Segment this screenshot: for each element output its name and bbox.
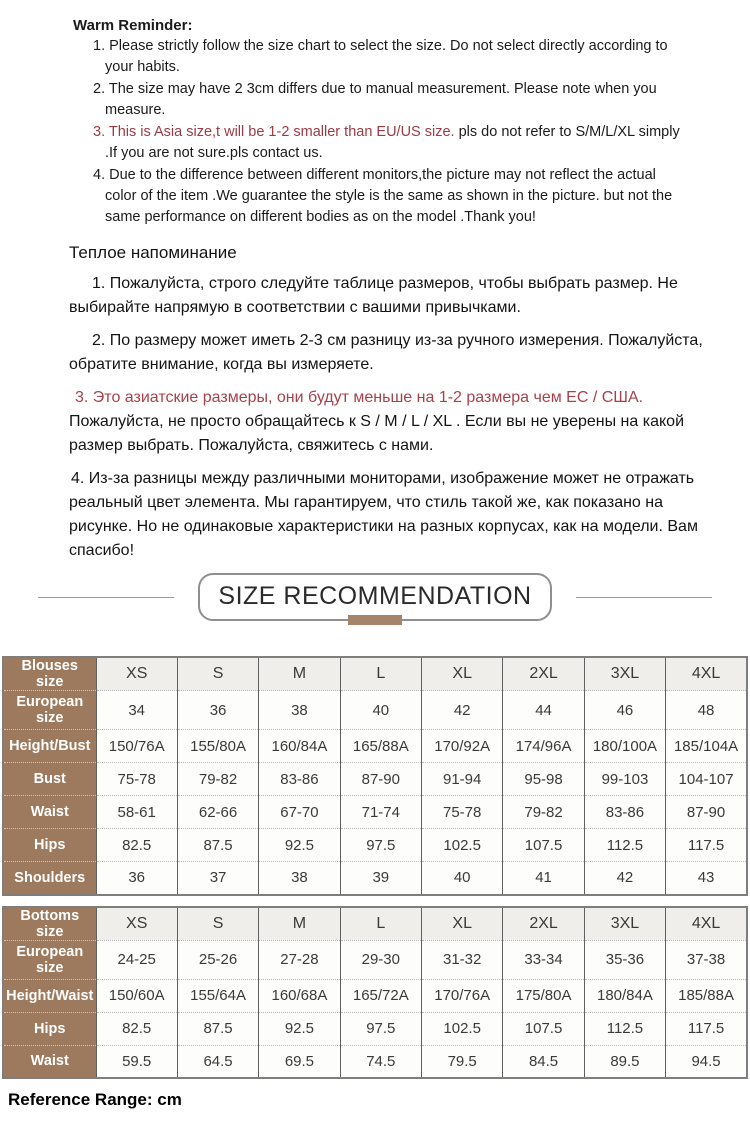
item-number: 4. xyxy=(93,167,106,183)
reminder-item-1 xyxy=(73,36,686,78)
table-row xyxy=(3,796,747,829)
banner-tab xyxy=(348,615,402,625)
item-number: 3. xyxy=(93,124,106,140)
size-cell: 185/88A xyxy=(666,979,747,1012)
reminder-item-3 xyxy=(73,122,686,164)
size-cell: 87.5 xyxy=(177,829,258,862)
size-cell: 64.5 xyxy=(177,1045,258,1078)
table-row xyxy=(3,979,747,1012)
size-cell: 160/68A xyxy=(259,979,340,1012)
item-text: Пожалуйста, не просто обращайтесь к S / M / L / XL . Если вы не уверены на какой размер выбрать. Пожалуйста, свяжитесь с нами. xyxy=(69,413,684,454)
size-cell: 34 xyxy=(96,691,177,730)
size-cell: 95-98 xyxy=(503,763,584,796)
row-label: European size xyxy=(3,691,96,730)
size-cell: 160/84A xyxy=(259,730,340,763)
size-cell: S xyxy=(177,907,258,941)
size-cell: M xyxy=(259,907,340,941)
size-cell: 2XL xyxy=(503,657,584,691)
item-text-red: This is Asia size,t will be 1-2 smaller than EU/US size. xyxy=(108,124,455,140)
size-cell: 79-82 xyxy=(177,763,258,796)
divider-line-right xyxy=(576,597,712,598)
size-cell: 97.5 xyxy=(340,829,421,862)
item-text: pls do not refer to S/M/L/XL simply .If you are not sure.pls contact us. xyxy=(105,124,680,161)
size-cell: 112.5 xyxy=(584,829,665,862)
size-cell: L xyxy=(340,907,421,941)
size-cell: 165/88A xyxy=(340,730,421,763)
size-cell: M xyxy=(259,657,340,691)
size-cell: S xyxy=(177,657,258,691)
size-cell: 79-82 xyxy=(503,796,584,829)
size-cell: XL xyxy=(422,657,503,691)
reminder-item-2 xyxy=(73,79,686,121)
size-tables xyxy=(2,656,748,1079)
reminder-item-4 xyxy=(73,165,686,228)
size-cell: 117.5 xyxy=(666,829,747,862)
size-cell: 83-86 xyxy=(584,796,665,829)
size-cell: 112.5 xyxy=(584,1012,665,1045)
item-text: Due to the difference between different monitors,the picture may not reflect the actual color of the item .We guarantee the style is the same as shown in the picture. but not the same performance on different bodies as on the model .Thank you! xyxy=(105,167,673,225)
size-cell: 38 xyxy=(259,691,340,730)
size-cell: 3XL xyxy=(584,907,665,941)
table-row xyxy=(3,862,747,895)
size-cell: 83-86 xyxy=(259,763,340,796)
size-cell: 71-74 xyxy=(340,796,421,829)
table-row xyxy=(3,1012,747,1045)
size-cell: 37 xyxy=(177,862,258,895)
size-cell: 42 xyxy=(422,691,503,730)
size-cell: 180/84A xyxy=(584,979,665,1012)
size-cell: 4XL xyxy=(666,657,747,691)
size-cell: 82.5 xyxy=(96,1012,177,1045)
size-cell: 41 xyxy=(503,862,584,895)
size-cell: 87-90 xyxy=(666,796,747,829)
size-cell: L xyxy=(340,657,421,691)
size-cell: 170/76A xyxy=(422,979,503,1012)
blouses-size-table xyxy=(2,656,748,896)
row-label: Height/Bust xyxy=(3,730,96,763)
item-text-red: 3. Это азиатские размеры, они будут меньше на 1-2 размера чем ЕС / США. xyxy=(75,389,644,406)
size-cell: 3XL xyxy=(584,657,665,691)
row-label: European size xyxy=(3,940,96,979)
size-cell: 117.5 xyxy=(666,1012,747,1045)
size-cell: 31-32 xyxy=(422,940,503,979)
size-cell: 62-66 xyxy=(177,796,258,829)
row-label: Hips xyxy=(3,829,96,862)
row-label: Hips xyxy=(3,1012,96,1045)
ru-reminder-item-3 xyxy=(69,386,710,458)
size-cell: 4XL xyxy=(666,907,747,941)
table-row xyxy=(3,1045,747,1078)
size-cell: 40 xyxy=(422,862,503,895)
size-cell: 87-90 xyxy=(340,763,421,796)
size-cell: 82.5 xyxy=(96,829,177,862)
size-cell: 102.5 xyxy=(422,1012,503,1045)
size-cell: 155/80A xyxy=(177,730,258,763)
size-cell: 91-94 xyxy=(422,763,503,796)
size-cell: 97.5 xyxy=(340,1012,421,1045)
size-cell: 2XL xyxy=(503,907,584,941)
size-cell: 75-78 xyxy=(422,796,503,829)
size-cell: 84.5 xyxy=(503,1045,584,1078)
size-cell: 39 xyxy=(340,862,421,895)
size-recommendation-title-box xyxy=(198,573,551,621)
size-cell: 165/72A xyxy=(340,979,421,1012)
divider-line-left xyxy=(38,597,174,598)
size-cell: 104-107 xyxy=(666,763,747,796)
size-cell: 44 xyxy=(503,691,584,730)
size-cell: 29-30 xyxy=(340,940,421,979)
row-label: Shoulders xyxy=(3,862,96,895)
size-cell: 24-25 xyxy=(96,940,177,979)
size-cell: 25-26 xyxy=(177,940,258,979)
size-cell: 36 xyxy=(96,862,177,895)
size-cell: 33-34 xyxy=(503,940,584,979)
table-row xyxy=(3,763,747,796)
size-cell: 92.5 xyxy=(259,829,340,862)
size-cell: 43 xyxy=(666,862,747,895)
size-cell: 87.5 xyxy=(177,1012,258,1045)
table-row xyxy=(3,907,747,941)
size-cell: 107.5 xyxy=(503,829,584,862)
reference-range-note: Reference Range: cm xyxy=(8,1090,182,1109)
size-cell: 102.5 xyxy=(422,829,503,862)
size-cell: 36 xyxy=(177,691,258,730)
size-cell: 58-61 xyxy=(96,796,177,829)
ru-reminder-title: Теплое напоминание xyxy=(69,243,237,262)
size-cell: 46 xyxy=(584,691,665,730)
size-cell: 35-36 xyxy=(584,940,665,979)
item-text: Please strictly follow the size chart to select the size. Do not select directly according to your habits. xyxy=(105,38,668,75)
size-cell: 48 xyxy=(666,691,747,730)
size-cell: 59.5 xyxy=(96,1045,177,1078)
size-cell: 75-78 xyxy=(96,763,177,796)
size-cell: 155/64A xyxy=(177,979,258,1012)
size-cell: 99-103 xyxy=(584,763,665,796)
item-number: 1. xyxy=(93,38,106,54)
table-row xyxy=(3,829,747,862)
item-text: The size may have 2 3cm differs due to manual measurement. Please note when you measure. xyxy=(105,81,657,118)
row-label: Bust xyxy=(3,763,96,796)
size-cell: 27-28 xyxy=(259,940,340,979)
item-number: 2. xyxy=(93,81,106,97)
table-row xyxy=(3,657,747,691)
size-cell: 170/92A xyxy=(422,730,503,763)
row-label: Waist xyxy=(3,1045,96,1078)
size-cell: 42 xyxy=(584,862,665,895)
size-cell: 69.5 xyxy=(259,1045,340,1078)
ru-reminder-section xyxy=(0,241,750,563)
size-cell: 94.5 xyxy=(666,1045,747,1078)
size-cell: XS xyxy=(96,657,177,691)
size-cell: 150/60A xyxy=(96,979,177,1012)
size-cell: 174/96A xyxy=(503,730,584,763)
size-cell: XS xyxy=(96,907,177,941)
size-cell: 74.5 xyxy=(340,1045,421,1078)
size-cell: 92.5 xyxy=(259,1012,340,1045)
ru-reminder-item-4: 4. Из-за разницы между различными мониторами, изображение может не отражать реальный цвет элемента. Мы гарантируем, что стиль такой же, как показано на рисунке. Но не одинаковые характеристики на разных корпусах, как на модели. Вам спасибо! xyxy=(69,470,698,559)
size-cell: 150/76A xyxy=(96,730,177,763)
warm-reminder-title: Warm Reminder: xyxy=(73,17,193,34)
size-cell: 37-38 xyxy=(666,940,747,979)
size-cell: 67-70 xyxy=(259,796,340,829)
size-cell: 89.5 xyxy=(584,1045,665,1078)
size-cell: XL xyxy=(422,907,503,941)
size-cell: 107.5 xyxy=(503,1012,584,1045)
row-label: Bottoms size xyxy=(3,907,96,941)
size-recommendation-title: SIZE RECOMMENDATION xyxy=(218,582,532,610)
size-recommendation-banner xyxy=(38,572,712,622)
size-cell: 185/104A xyxy=(666,730,747,763)
size-cell: 175/80A xyxy=(503,979,584,1012)
row-label: Height/Waist xyxy=(3,979,96,1012)
table-row xyxy=(3,940,747,979)
row-label: Blouses size xyxy=(3,657,96,691)
row-label: Waist xyxy=(3,796,96,829)
ru-reminder-item-2: 2. По размеру может иметь 2-3 см разницу из-за ручного измерения. Пожалуйста, обратите внимание, когда вы измеряете. xyxy=(69,332,703,373)
size-cell: 38 xyxy=(259,862,340,895)
table-row xyxy=(3,691,747,730)
warm-reminder-section xyxy=(0,0,750,228)
size-cell: 79.5 xyxy=(422,1045,503,1078)
ru-reminder-item-1: 1. Пожалуйста, строго следуйте таблице размеров, чтобы выбрать размер. Не выбирайте напрямую в соответствии с вашими привычками. xyxy=(69,275,678,316)
size-cell: 180/100A xyxy=(584,730,665,763)
size-cell: 40 xyxy=(340,691,421,730)
bottoms-size-table xyxy=(2,906,748,1080)
table-row xyxy=(3,730,747,763)
